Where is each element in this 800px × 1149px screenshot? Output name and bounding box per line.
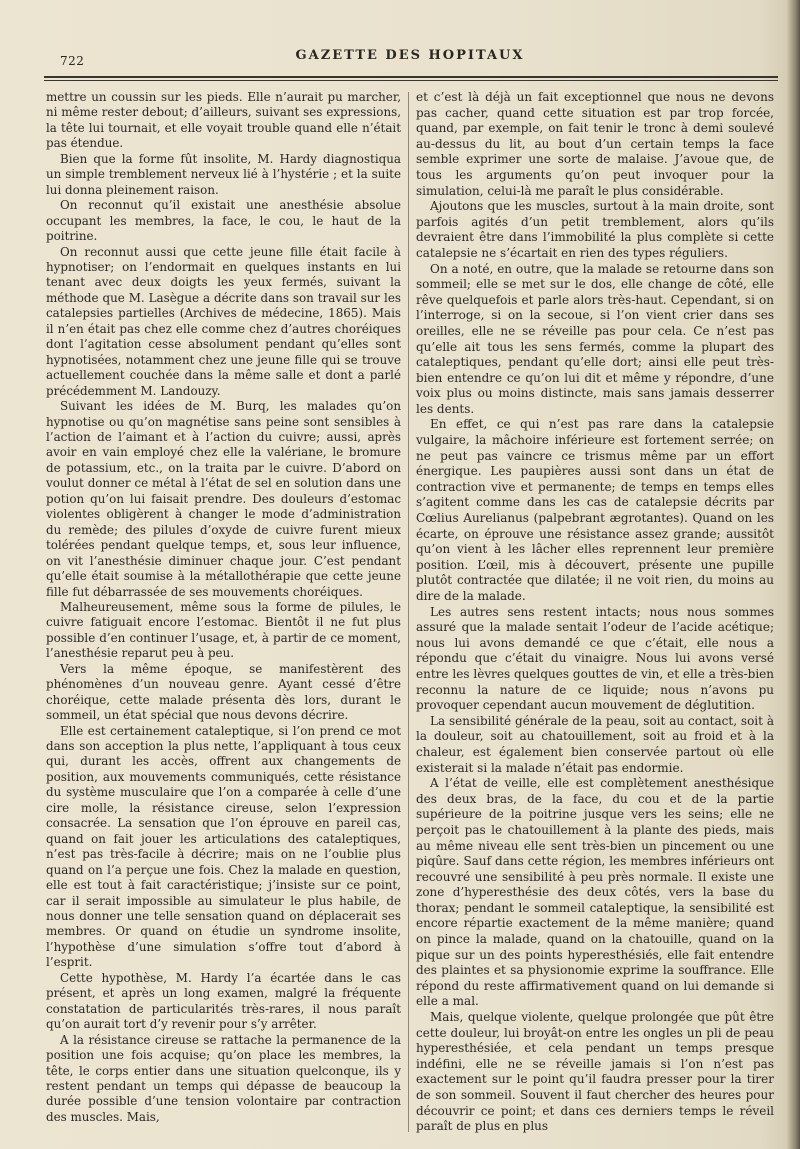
page-edge-shadow (786, 0, 800, 1149)
paragraph: En effet, ce qui n’est pas rare dans la catalepsie vulgaire, la mâchoire inférieure est fortement serrée; on ne peut pas vaincre ce trismus même par un effort énergique. Les paupières aussi sont dans un état de contraction vive et permanente; de temps en temps elles s’agitent comme dans les cas de catalepsie décrits par Cœlius Aurelianus (palpebrant ægrotantes). Quand on les écarte, on éprouve une résistance assez grande; aussitôt qu’on vient à les lâcher elles reprennent leur première position. L’œil, mis à découvert, présente une pupille plutôt contractée que dilatée; il ne voit rien, du moins au dire de la malade. (416, 417, 774, 603)
paragraph: Les autres sens restent intacts; nous nous sommes assuré que la malade sentait l’odeur de l’acide acétique; nous lui avons demandé ce que c’était, elle nous a répondu que c’était du vinaigre. Nous lui avons versé entre les lèvres quelques gouttes de vin, et elle a très-bien reconnu la nature de ce liquide; nous n’avons pu provoquer cependant aucun mouvement de déglutition. (416, 604, 774, 713)
paragraph: Bien que la forme fût insolite, M. Hardy diagnostiqua un simple tremblement nerveux lié à l’hystérie ; et la suite lui donna pleinement raison. (46, 151, 401, 197)
paragraph: A la résistance cireuse se rattache la permanence de la position une fois acquise; qu’on place les membres, la tête, le corps entier dans une situation quelconque, ils y restent pendant un temps qui dépasse de beaucoup la durée possible d’une tension volontaire par contraction des muscles. Mais, (46, 1032, 401, 1124)
page-header (40, 44, 780, 70)
header-rule-thin (44, 80, 778, 81)
paragraph: Elle est certainement cataleptique, si l’on prend ce mot dans son acception la plus nette, l’appliquant à tous ceux qui, durant les accès, offrent aux changements de position, aux mouvements communiqués, cette résistance du système musculaire que l’on a comparée à celle d’une cire molle, la résistance cireuse, selon l’expression consacrée. La sensation que l’on éprouve en pareil cas, quand on fait jouer les articulations des cataleptiques, n’est pas très-facile à décrire; mais on ne l’oublie plus quand on l’a perçue une fois. Chez la malade en question, elle est tout à fait caractéristique; j’insiste sur ce point, car il serait impossible au simulateur le plus habile, de nous donner une telle sensation quand on déplacerait ses membres. Or quand on étudie un syndrome insolite, l’hypothèse d’une simulation s’offre tout d’abord à l’esprit. (46, 723, 401, 970)
paragraph: mettre un coussin sur les pieds. Elle n’aurait pu marcher, ni même rester debout; d’ailleurs, suivant ses expressions, la tête lui tournait, et elle voyait trouble quand elle n’était pas étendue. (46, 90, 401, 151)
paragraph: Ajoutons que les muscles, surtout à la main droite, sont parfois agités d’un petit tremblement, alors qu’ils devraient être dans l’immobilité la plus complète si cette catalepsie ne s’écartait en rien des types réguliers. (416, 199, 774, 260)
page-number: 722 (60, 54, 85, 68)
paragraph: Vers la même époque, se manifestèrent des phénomènes d’un nouveau genre. Ayant cessé d’être choréique, cette malade présenta dès lors, durant le sommeil, un état spécial que nous devons décrire. (46, 661, 401, 723)
paragraph: La sensibilité générale de la peau, soit au contact, soit à la douleur, soit au chatouillement, soit au froid et à la chaleur, est également bien conservée partout où elle existerait si la malade n’était pas endormie. (416, 713, 774, 775)
running-title: GAZETTE DES HOPITAUX (295, 48, 525, 63)
paragraph: Malheureusement, même sous la forme de pilules, le cuivre fatiguait encore l’estomac. Bientôt il ne fut plus possible d’en continuer l’usage, et, à partir de ce moment, l’anesthésie reparut peu à peu. (46, 599, 401, 661)
left-column (46, 90, 401, 1125)
header-rule (44, 76, 778, 78)
paragraph: A l’état de veille, elle est complètement anesthésique des deux bras, de la face, du cou et de la partie supérieure de la poitrine jusque vers les seins; elle ne perçoit pas le chatouillement à la plante des pieds, mais au même niveau elle sent très-bien un pincement ou une piqûre. Sauf dans cette région, les membres inférieurs ont recouvré une sensibilité à peu près normale. Il existe une zone d’hyperesthésie des deux côtés, vers la base du thorax; pendant le sommeil cataleptique, la sensibilité est encore répartie exactement de la même manière; quand on pince la malade, quand on la chatouille, quand on la pique sur un des points hyperesthésiés, elle fait entendre des plaintes et sa physionomie exprime la souffrance. Elle répond du reste affirmativement quand on lui demande si elle a mal. (416, 776, 774, 1009)
paragraph: Suivant les idées de M. Burq, les malades qu’on hypnotise ou qu’on magnétise sans peine sont sensibles à l’action de l’aimant et à l’action du cuivre; aussi, après avoir en vain employé chez elle la valériane, le bromure de potassium, etc., on la traita par le cuivre. D’abord on voulut donner ce métal à l’état de sel en solution dans une potion qu’on lui faisait prendre. Des douleurs d’estomac violentes obligèrent à changer le mode d’administration du remède; des pilules d’oxyde de cuivre furent mieux tolérées pendant quelque temps, et, sous leur influence, on vit l’anesthésie diminuer chaque jour. C’est pendant qu’elle était soumise à la métallothérapie que cette jeune fille fut débarrassée de ses mouvements choréiques. (46, 399, 401, 599)
column-divider (408, 92, 409, 1132)
paragraph: On a noté, en outre, que la malade se retourne dans son sommeil; elle se met sur le dos, elle change de côté, elle rêve quelquefois et parle alors très-haut. Cependant, si on l’interroge, si on la secoue, si l’on vient crier dans ses oreilles, elle ne se réveille pas pour cela. Ce n’est pas qu’elle ait tous les sens fermés, comme la plupart des cataleptiques, pendant qu’elle dort; ainsi elle peut très-bien entendre ce qu’on lui dit et même y répondre, d’une voix plus ou moins distincte, mais sans jamais desserrer les dents. (416, 261, 774, 416)
paragraph: On reconnut aussi que cette jeune fille était facile à hypnotiser; on l’endormait en quelques instants en lui tenant avec deux doigts les yeux fermés, suivant la méthode que M. Lasègue a décrite dans son travail sur les catalepsies partielles (Archives de médecine, 1865). Mais il n’en était pas chez elle comme chez d’autres choréiques dont l’agitation cesse absolument pendant qu’elles sont hypnotisées, notamment chez une jeune fille qui se trouve actuellement couchée dans la même salle et dont a parlé précédemment M. Landouzy. (46, 244, 401, 398)
paragraph: Cette hypothèse, M. Hardy l’a écartée dans le cas présent, et après un long examen, malgré la fréquente constatation de particularités très-rares, il nous paraît qu’on aurait tort d’y revenir pour s’y arrêter. (46, 970, 401, 1032)
paragraph: et c’est là déjà un fait exceptionnel que nous ne devons pas cacher, quand cette situation est par trop forcée, quand, par exemple, on fait tenir le tronc à demi soulevé au-dessus du lit, au bout d’un certain temps la face semble exprimer une sorte de malaise. J’avoue que, de tous les arguments qu’on peut invoquer pour la simulation, celui-là me paraît le plus considérable. (416, 90, 774, 198)
right-column (416, 90, 774, 1135)
paragraph: Mais, quelque violente, quelque prolongée que pût être cette douleur, lui broyât-on entre les ongles un pli de peau hyperesthésiée, et cela pendant un temps presque indéfini, elle ne se réveille jamais si l’on n’est pas exactement sur le point qu’il faudra presser pour la tirer de son sommeil. Souvent il faut chercher des heures pour découvrir ce point; et dans ces derniers temps le réveil paraît de plus en plus (416, 1010, 774, 1134)
paragraph: On reconnut qu’il existait une anesthésie absolue occupant les membres, la face, le cou, le haut de la poitrine. (46, 198, 401, 244)
